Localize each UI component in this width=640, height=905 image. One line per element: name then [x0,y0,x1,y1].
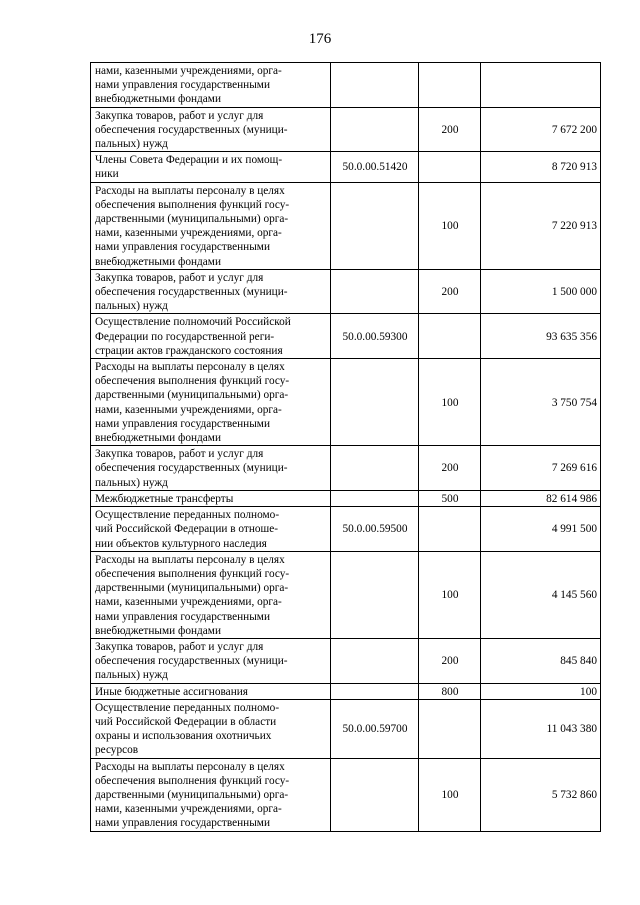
expense-name-line: чий Российской Федерации в области [95,715,277,728]
expense-name-line: обеспечения выполнения функций госу- [95,567,290,580]
amount-cell [481,63,601,108]
expense-name-line: внебюджетными фондами [95,432,221,445]
table-row [91,107,601,152]
target-article-code-cell [331,182,419,269]
target-article-code-cell [331,758,419,831]
expense-name-cell [91,699,331,758]
amount-cell: 4 145 560 [481,551,601,638]
expense-name-line: Федерации по государственной реги- [95,330,275,343]
expense-name-line: пальных) нужд [95,138,168,151]
table-row [91,638,601,683]
table-row [91,152,601,182]
expense-name-line: нами управления государственными [95,610,270,623]
expense-name-line: ники [95,168,119,181]
expense-type-cell: 200 [419,446,481,491]
expense-name-line: ресурсов [95,744,139,757]
expense-name-line: Члены Совета Федерации и их помощ- [95,154,283,167]
amount-cell: 7 269 616 [481,446,601,491]
expense-name-line: нами, казенными учреждениями, орга- [95,65,282,77]
expense-type-cell: 200 [419,269,481,314]
expense-name-line: дарственными (муниципальными) орга- [95,389,289,402]
expense-name-line: Иные бюджетные ассигнования [95,685,248,698]
expense-type-cell: 200 [419,107,481,152]
expense-name-line: Закупка товаров, работ и услуг для [95,271,264,284]
expense-type-cell: 800 [419,683,481,699]
amount-cell: 4 991 500 [481,507,601,552]
expense-type-cell [419,63,481,108]
expense-name-cell [91,269,331,314]
expense-name-line: нами, казенными учреждениями, орга- [95,803,282,816]
target-article-code-cell: 50.0.00.59500 [331,507,419,552]
expense-name-line: обеспечения государственных (муници- [95,123,288,136]
expense-name-line: внебюджетными фондами [95,255,221,268]
table-row [91,314,601,359]
target-article-code-cell [331,359,419,446]
table-row [91,446,601,491]
expense-name-line: обеспечения выполнения функций госу- [95,774,290,787]
target-article-code-cell [331,63,419,108]
amount-cell: 8 720 913 [481,152,601,182]
expense-name-line: нами, казенными учреждениями, орга- [95,596,282,609]
expense-name-cell [91,551,331,638]
expense-name-line: нами управления государственными [95,817,270,830]
target-article-code-cell: 50.0.00.59300 [331,314,419,359]
page-number: 176 [308,31,332,47]
amount-cell: 7 220 913 [481,182,601,269]
amount-cell: 3 750 754 [481,359,601,446]
amount-cell: 7 672 200 [481,107,601,152]
expense-name-line: дарственными (муниципальными) орга- [95,582,289,595]
expense-name-cell [91,107,331,152]
amount-cell: 82 614 986 [481,490,601,506]
expense-name-line: пальных) нужд [95,476,168,489]
expense-name-line: чий Российской Федерации в отноше- [95,523,279,536]
amount-cell: 11 043 380 [481,699,601,758]
expense-name-line: охраны и использования охотничьих [95,730,272,743]
expense-name-line: Расходы на выплаты персоналу в целях [95,184,285,197]
expense-type-cell: 100 [419,182,481,269]
expense-name-line: Осуществление переданных полномо- [95,701,280,714]
table-row [91,63,601,108]
expense-name-line: Осуществление переданных полномо- [95,509,280,522]
table-row [91,683,601,699]
expense-name-cell [91,446,331,491]
table-row [91,758,601,831]
expense-name-cell [91,683,331,699]
expense-type-cell: 100 [419,758,481,831]
expense-type-cell [419,699,481,758]
expense-name-line: внебюджетными фондами [95,93,221,106]
target-article-code-cell [331,490,419,506]
expense-name-cell [91,314,331,359]
target-article-code-cell [331,638,419,683]
expense-name-line: Осуществление полномочий Российской [95,316,291,329]
amount-cell: 845 840 [481,638,601,683]
amount-cell: 5 732 860 [481,758,601,831]
expense-name-line: обеспечения государственных (муници- [95,462,288,475]
expense-type-cell [419,507,481,552]
target-article-code-cell [331,269,419,314]
table-row [91,699,601,758]
expense-type-cell: 500 [419,490,481,506]
expense-name-line: Расходы на выплаты персоналу в целях [95,760,285,773]
expense-name-cell [91,758,331,831]
expense-name-line: Межбюджетные трансферты [95,492,234,505]
target-article-code-cell [331,446,419,491]
target-article-code-cell: 50.0.00.51420 [331,152,419,182]
target-article-code-cell [331,683,419,699]
expense-name-line: пальных) нужд [95,300,168,313]
expense-name-line: дарственными (муниципальными) орга- [95,788,289,801]
expense-name-line: пальных) нужд [95,669,168,682]
expense-name-cell [91,638,331,683]
expense-name-line: нами, казенными учреждениями, орга- [95,403,282,416]
table-row [91,359,601,446]
expense-name-cell [91,359,331,446]
target-article-code-cell: 50.0.00.59700 [331,699,419,758]
expense-name-line: обеспечения выполнения функций госу- [95,375,290,388]
expense-name-cell [91,507,331,552]
expense-name-line: Расходы на выплаты персоналу в целях [95,361,285,374]
target-article-code-cell [331,551,419,638]
expense-name-line: обеспечения выполнения функций госу- [95,198,290,211]
expense-name-cell [91,63,331,108]
expense-name-line: нии объектов культурного наследия [95,537,267,550]
target-article-code-cell [331,107,419,152]
expense-name-line: внебюджетными фондами [95,624,221,637]
budget-table [90,62,601,832]
expense-type-cell [419,314,481,359]
expense-name-line: нами, казенными учреждениями, орга- [95,227,282,240]
expense-type-cell [419,152,481,182]
expense-name-line: Закупка товаров, работ и услуг для [95,109,264,122]
table-row [91,551,601,638]
table-row [91,269,601,314]
expense-name-line: Расходы на выплаты персоналу в целях [95,553,285,566]
expense-name-line: нами управления государственными [95,241,270,254]
expense-type-cell: 100 [419,551,481,638]
expense-type-cell: 200 [419,638,481,683]
expense-name-line: страции актов гражданского состояния [95,344,283,357]
expense-name-cell [91,152,331,182]
expense-type-cell: 100 [419,359,481,446]
expense-name-line: Закупка товаров, работ и услуг для [95,640,264,653]
expense-name-cell [91,182,331,269]
table-row [91,490,601,506]
expense-name-line: нами управления государственными [95,79,270,92]
expense-name-line: нами управления государственными [95,417,270,430]
expense-name-line: обеспечения государственных (муници- [95,286,288,299]
amount-cell: 100 [481,683,601,699]
amount-cell: 1 500 000 [481,269,601,314]
expense-name-line: дарственными (муниципальными) орга- [95,213,289,226]
expense-name-line: обеспечения государственных (муници- [95,655,288,668]
table-row [91,507,601,552]
table-row [91,182,601,269]
amount-cell: 93 635 356 [481,314,601,359]
expense-name-cell [91,490,331,506]
expense-name-line: Закупка товаров, работ и услуг для [95,448,264,461]
budget-table-body [91,63,601,832]
